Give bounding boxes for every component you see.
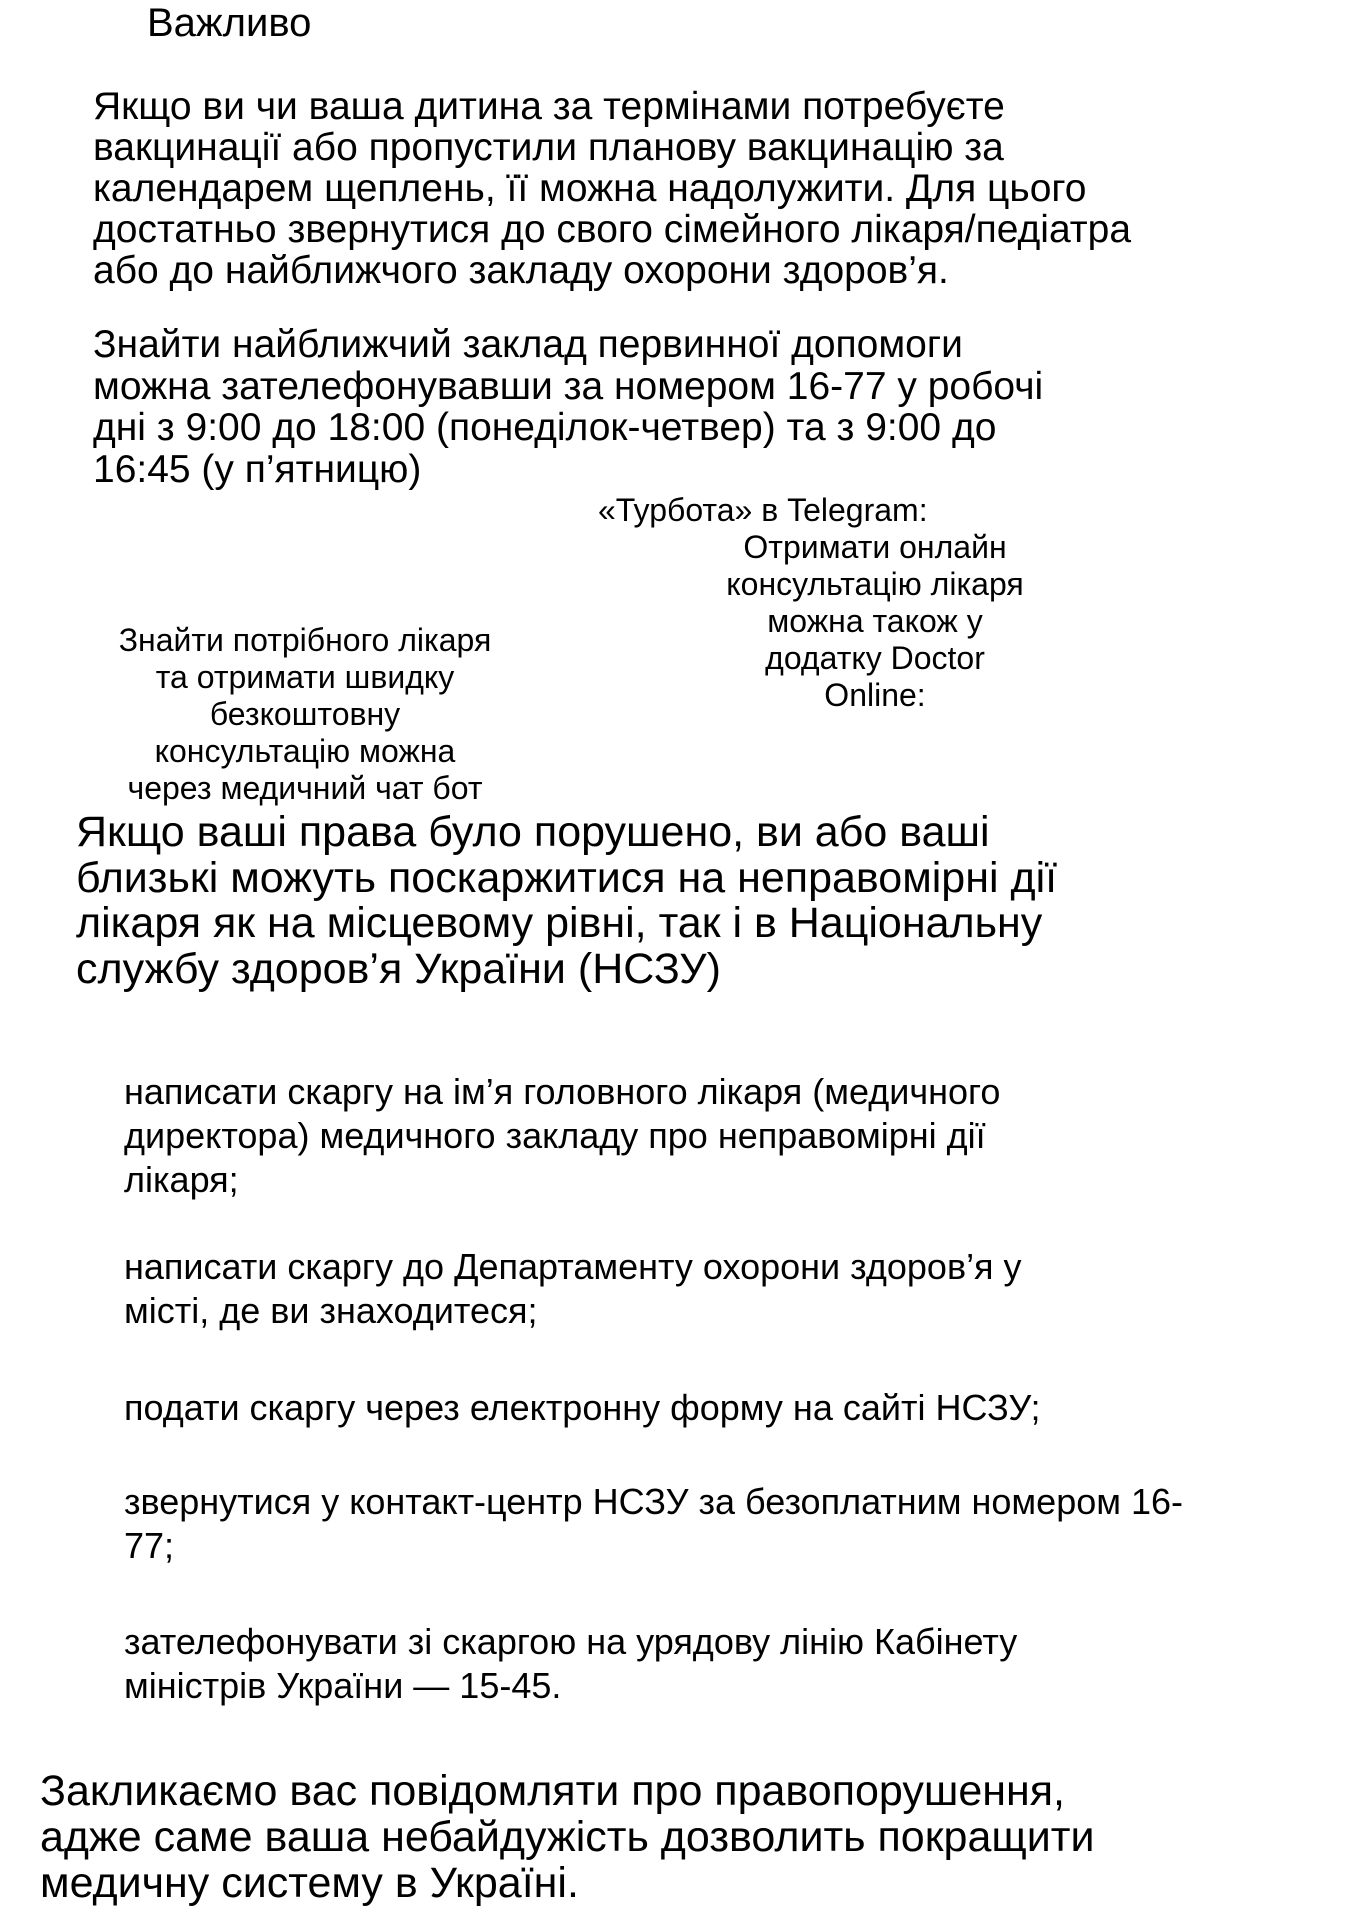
text-line: лікаря як на місцевому рівні, так і в Національну [76, 899, 1043, 947]
text-line: Знайти потрібного лікаря [118, 622, 492, 658]
rights-paragraph [76, 810, 1057, 992]
text-line: через медичний чат бот [127, 770, 483, 806]
text-line: Закликаємо вас повідомляти про правопорушення, [40, 1767, 1065, 1815]
closing-paragraph [40, 1768, 1094, 1906]
text-line: місті, де ви знаходитеся; [124, 1290, 538, 1331]
complaint-option [124, 1620, 1017, 1708]
text-line: дні з 9:00 до 18:00 (понеділок-четвер) та з 9:00 до [93, 406, 997, 449]
telegram-label: «Турбота» в Telegram: [598, 492, 928, 528]
complaint-option [124, 1386, 1040, 1430]
text-line: або до найближчого закладу охорони здоров’я. [93, 249, 949, 292]
text-line: директора) медичного закладу про неправомірні дії [124, 1115, 986, 1156]
primary-care-paragraph [93, 324, 1043, 490]
text-line: подати скаргу через електронну форму на сайті НСЗУ; [124, 1387, 1041, 1428]
text-line: безкоштовну [209, 696, 401, 732]
text-line: достатньо звернутися до свого сімейного лікаря/педіатра [93, 208, 1132, 251]
text-line: календарем щеплень, її можна надолужити. Для цього [93, 167, 1087, 210]
text-line: зателефонувати зі скаргою на урядову лінію Кабінету [124, 1621, 1018, 1662]
text-line: можна зателефонувавши за номером 16-77 у робочі [93, 364, 1044, 408]
text-line: консультацію можна [154, 733, 456, 769]
doctor-online-block [700, 529, 1050, 714]
text-line: медичну систему в Україні. [40, 1859, 579, 1907]
text-line: 16:45 (у п’ятницю) [93, 447, 422, 491]
text-line: консультацію лікаря [726, 566, 1024, 602]
text-line: близькі можуть поскаржитися на неправомірні дії [76, 853, 1058, 902]
text-line: написати скаргу на ім’я головного лікаря (медичного [124, 1071, 1001, 1112]
text-line: написати скаргу до Департаменту охорони здоров’я у [124, 1246, 1022, 1287]
text-line: Знайти найближчий заклад первинної допомоги [93, 323, 963, 366]
complaint-option [124, 1245, 1022, 1333]
text-line: Отримати онлайн [743, 529, 1007, 565]
text-line: звернутися у контакт-центр НСЗУ за безоплатним номером 16- [124, 1481, 1184, 1522]
page-heading: Важливо [147, 1, 312, 45]
chatbot-block [90, 622, 520, 807]
text-line: службу здоров’я України (НСЗУ) [76, 944, 721, 993]
text-line: вакцинації або пропустили планову вакцинацію за [93, 126, 1004, 169]
text-line: 77; [124, 1525, 175, 1566]
complaint-option [124, 1480, 1183, 1568]
text-line: Якщо ваші права було порушено, ви або ваші [76, 808, 990, 856]
complaint-option [124, 1070, 1000, 1202]
vaccination-paragraph [93, 86, 1131, 291]
text-line: та отримати швидку [155, 659, 455, 695]
text-line: можна також у [767, 603, 983, 639]
text-line: адже саме ваша небайдужість дозволить покращити [40, 1813, 1095, 1861]
text-line: Якщо ви чи ваша дитина за термінами потребуєте [93, 85, 1005, 128]
text-line: міністрів України — 15-45. [124, 1665, 562, 1706]
text-line: Online: [824, 677, 926, 713]
text-line: додатку Doctor [765, 640, 985, 676]
text-line: лікаря; [124, 1159, 239, 1200]
